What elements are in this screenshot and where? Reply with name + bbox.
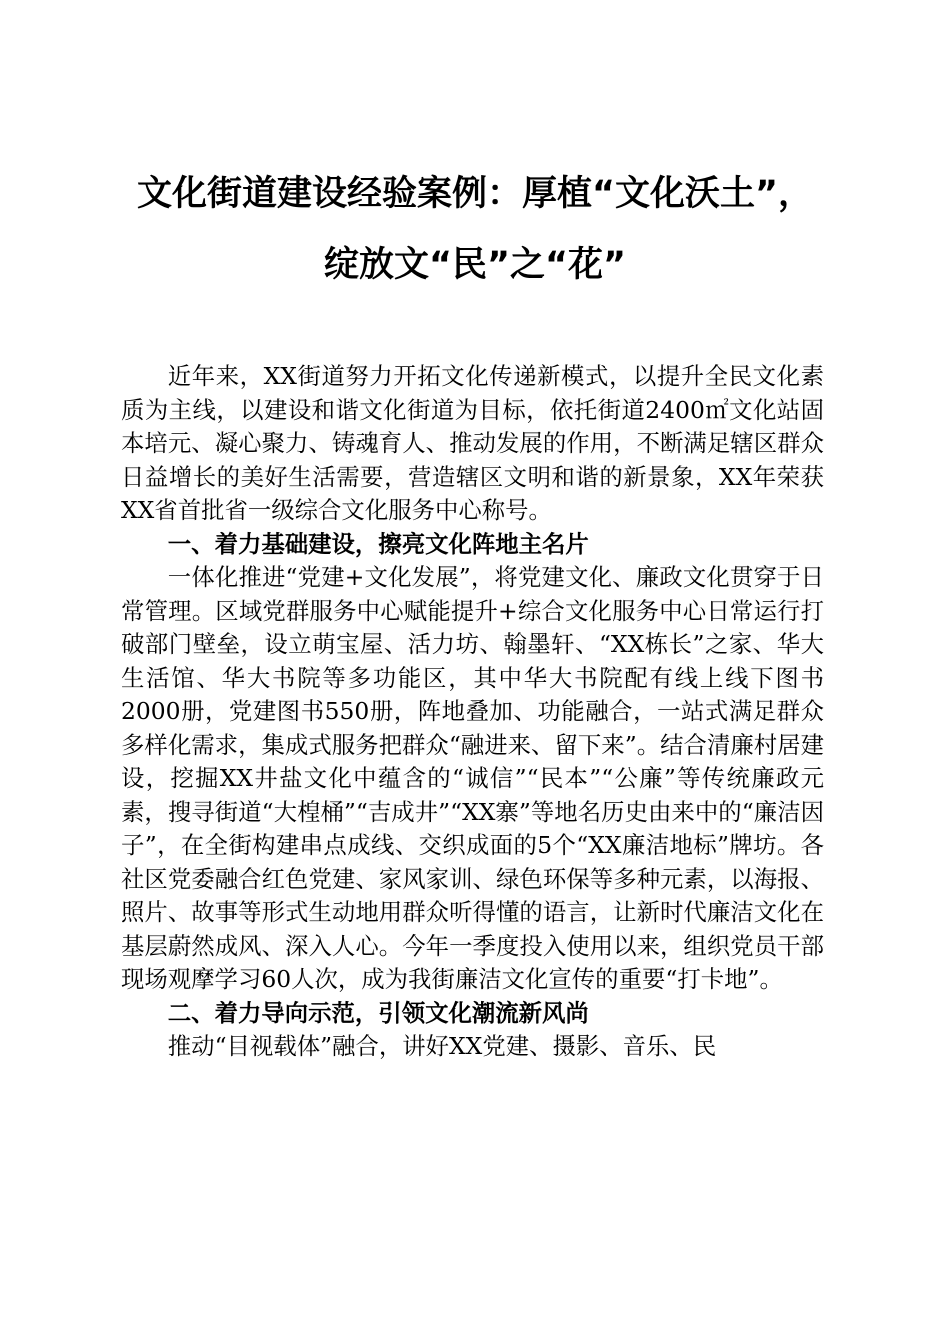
document-body xyxy=(121,360,824,1064)
document-title-line-2: 绽放文“民”之“花” xyxy=(323,245,626,285)
section-1-paragraph: 一体化推进“党建+文化发展”，将党建文化、廉政文化贯穿于日常管理。区域党群服务中心赋能提升+综合文化服务中心日常运行打破部门壁垒，设立萌宝屋、活力坊、翰墨轩、“XX栋长”之家、华大生活馆、华大书院等多功能区，其中华大书院配有线上线下图书2000册，党建图书550册，阵地叠加、功能融合，一站式满足群众多样化需求，集成式服务把群众“融进来、留下来”。结合清廉村居建设，挖掘XX井盐文化中蕴含的“诚信”“民本”“公廉”等传统廉政元素，搜寻街道“大楻桶”“吉成井”“XX寨”等地名历史由来中的“廉洁因子”，在全街构建串点成线、交织成面的5个“XX廉洁地标”牌坊。各社区党委融合红色党建、家风家训、绿色环保等多种元素，以海报、照片、故事等形式生动地用群众听得懂的语言，让新时代廉洁文化在基层蔚然成风、深入人心。今年一季度投入使用以来，组织党员干部现场观摩学习60人次，成为我街廉洁文化宣传的重要“打卡地”。 xyxy=(121,563,824,993)
document-title-line-1: 文化街道建设经验案例：厚植“文化沃土”， xyxy=(136,174,813,214)
section-2-paragraph: 推动“目视载体”融合，讲好XX党建、摄影、音乐、民 xyxy=(167,1032,717,1060)
section-heading-1: 一、着力基础建设，擦亮文化阵地主名片 xyxy=(167,529,589,558)
section-heading-2: 二、着力导向示范，引领文化潮流新风尚 xyxy=(167,998,589,1027)
intro-paragraph: 近年来，XX街道努力开拓文化传递新模式，以提升全民文化素质为主线，以建设和谐文化街道为目标，依托街道2400㎡文化站固本培元、凝心聚力、铸魂育人、推动发展的作用，不断满足辖区群众日益增长的美好生活需要，营造辖区文明和谐的新景象，XX年荣获XX省首批省一级综合文化服务中心称号。 xyxy=(121,362,824,524)
